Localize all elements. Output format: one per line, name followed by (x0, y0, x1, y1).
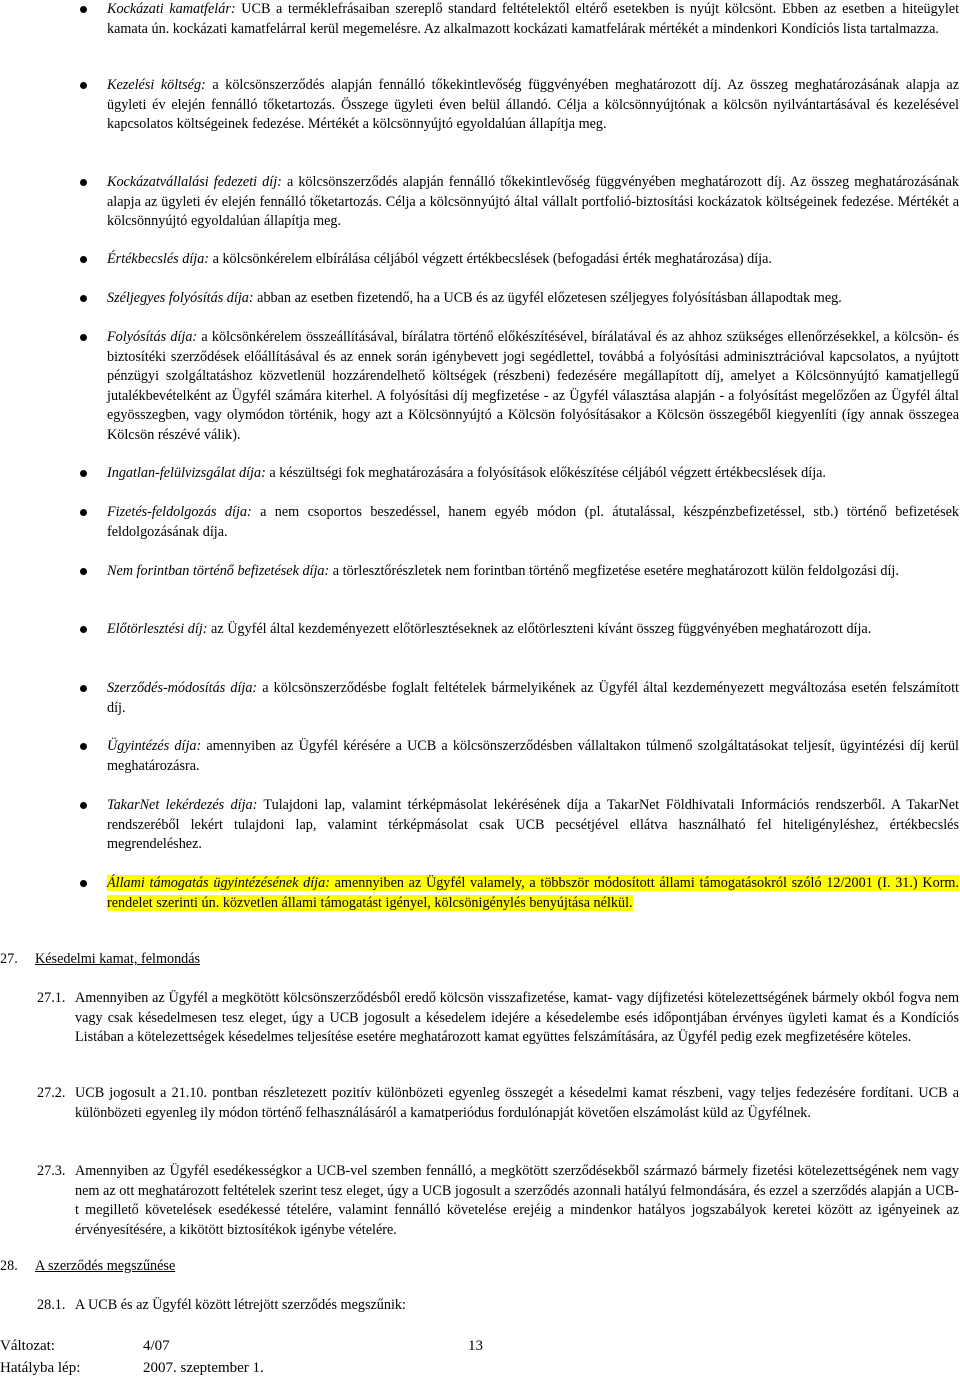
bullet-description: az Ügyfél által kezdeményezett előtörlesztéseknek az előtörleszteni kívánt összeg függvényében meghatározott díja. (207, 621, 872, 637)
bullet-term: Előtörlesztési díj: (107, 621, 208, 637)
bullet-dot (80, 179, 87, 186)
bullet-description: a kölcsönkérelem összeállításával, bírálatra történő előkészítésével, bírálatával és az ahhoz szükséges ellenőrzésekkel, a kölcsön- és biztosítéki szerződések előállításával és az ennek során igénybevett jogi segédlettel, továbbá a folyósítási adminisztrációval kapcsolatos, a nyújtott pénzügyi szolgáltatáshoz közvetlenül hozzárendelhető költségek (részbeni) fedezésére megállapított díj, amelyet a Kölcsönnyújtó kamatjellegű jutalékbevételként az Ügyfél számára kiterhel. A folyósítási díj megfizetése - az Ügyfél választása alapján - a folyósítást megelőzően az Ügyfél által egyösszegben, vagy olymódon történik, hogy azt a Kölcsönnyújtó a Kölcsön folyósításakor a Kölcsön összegéből kiegyenlíti (így annak összegea Kölcsön részévé válik). (107, 329, 959, 443)
bullet-dot (80, 295, 87, 302)
bullet-text (107, 328, 959, 446)
bullet-description: a kölcsönkérelem elbírálása céljából végzett értékbecslések (befogadási érték meghatározása) díja. (209, 251, 772, 267)
bullet-text (107, 562, 959, 582)
bullet-term: Kezelési költség: (107, 77, 206, 93)
bullet-item (0, 796, 960, 855)
bullet-item-highlighted (0, 874, 960, 913)
bullet-text (107, 503, 959, 542)
bullet-dot (80, 685, 87, 692)
bullet-item (0, 289, 960, 309)
numbered-paragraph (0, 1162, 960, 1240)
bullet-dot (80, 743, 87, 750)
highlighted-text (107, 875, 959, 911)
bullet-description: a készültségi fok meghatározására a folyósítások előkészítése céljából végzett értékbecslések díja. (265, 465, 826, 481)
section-title: A szerződés megszűnése (35, 1258, 176, 1274)
bullet-item (0, 250, 960, 270)
section-number: 28. (0, 1258, 18, 1274)
bullet-text (107, 289, 959, 309)
bullet-dot (80, 6, 87, 13)
bullet-description: Tulajdoni lap, valamint térképmásolat lekérésének díja a TakarNet Földhivatali Információs rendszerből. A TakarNet rendszeréből lekért tulajdoni lap, valamint térképmásolat csak UCB pecsétjével ellátva használható fel hiteligényléshez, értékbecslés megrendeléshez. (107, 797, 959, 853)
paragraph-number: 28.1. (37, 1297, 66, 1313)
effective-date-value: 2007. szeptember 1. (143, 1360, 264, 1376)
bullet-text (107, 76, 959, 135)
bullet-term: Kockázati kamatfelár: (107, 1, 236, 17)
bullet-text (107, 874, 959, 913)
bullet-item (0, 737, 960, 776)
paragraph-text: UCB jogosult a 21.10. pontban részletezett pozitív különbözeti egyenleg összegét a késedelmi kamat részbeni, vagy teljes fedezésére fordítani. UCB a különbözeti egyenleg ily módon történő felhasználásáról a kamatperiódus fordulónapját követően elszámolást küld az Ügyfélnek. (75, 1085, 959, 1121)
bullet-term: Szerződés-módosítás díja: (107, 680, 258, 696)
bullet-item (0, 620, 960, 640)
bullet-description: a kölcsönszerződésbe foglalt feltételek bármelyikének az Ügyfél által kezdeményezett megváltozása esetén felszámított díj. (107, 680, 959, 716)
bullet-text (107, 737, 959, 776)
bullet-description: a kölcsönszerződés alapján fennálló tőkekintlevőség függvényében meghatározott díj. Az összeg meghatározásának alapja az ügyleti év elején fennálló tőketartozás. Összege ügyleti éven belül állandó. Célja a kölcsönnyújtónak a kölcsön nyilvántartásával és kezelésével kapcsolatos költségeinek fedezése. Mértékét a kölcsönnyújtó egyoldalúan állapítja meg. (107, 77, 959, 133)
bullet-description: a nem csoportos beszedéssel, hanem egyéb módon (pl. átutalással, készpénzbefizetéssel, stb.) történő befizetések feldolgozásának díja. (107, 504, 959, 540)
page-number: 13 (468, 1338, 483, 1354)
version-label: Változat: (0, 1338, 55, 1354)
bullet-dot (80, 802, 87, 809)
bullet-term: Folyósítás díja: (107, 329, 198, 345)
section-number: 27. (0, 951, 18, 967)
bullet-term: Fizetés-feldolgozás díja: (107, 504, 252, 520)
paragraph-number: 27.1. (37, 990, 66, 1006)
numbered-paragraph (0, 1296, 960, 1316)
bullet-description: amennyiben az Ügyfél valamely, a többször módosított állami támogatásokról szóló 12/2001 (I. 31.) Korm. rendelet szerinti ún. közvetlen állami támogatást igényel, kölcsönigénylés benyújtása nélkül. (107, 875, 959, 911)
paragraph-text: Amennyiben az Ügyfél esedékességkor a UCB-vel szemben fennálló, a megkötött szerződésekből származó bármely fizetési kötelezettségének nem vagy nem az ott meghatározott feltételek szerint tesz eleget, úgy a UCB jogosult a szerződés azonnali hatályú felmondására, és ezzel a szerződés alapján a UCB-t megillető követelések esedékessé tételére, valamint fennálló követelése erejéig a mindenkor hatályos jogszabályok keretei között az igényeinek az érvényesítésére, a kikötött biztosítékok igénybe vételére. (75, 1163, 959, 1238)
bullet-dot (80, 82, 87, 89)
bullet-text (107, 796, 959, 855)
bullet-text (107, 464, 959, 484)
bullet-description: a törlesztőrészletek nem forintban történő megfizetése esetére meghatározott külön feldolgozási díj. (329, 563, 899, 579)
bullet-term: TakarNet lekérdezés díja: (107, 797, 258, 813)
bullet-term: Értékbecslés díja: (107, 251, 210, 267)
bullet-term: Kockázatvállalási fedezeti díj: (107, 174, 282, 190)
paragraph-text: Amennyiben az Ügyfél a megkötött kölcsönszerződésből eredő kölcsön visszafizetése, kamat- vagy díjfizetési kötelezettségének bármely okból fogva nem vagy csak késedelmesen tesz eleget, úgy a UCB jogosult a késedelem idejére a késedelembe esés időpontjában érvényes ügyleti kamat és a Kondíciós Listában a kötelezettségek késedelmes teljesítése esetére meghatározott kamat együttes felszámítására, az Ügyfél pedig ezek megfizetésére köteles. (75, 990, 959, 1046)
bullet-text (107, 679, 959, 718)
bullet-term: Nem forintban történő befizetések díja: (107, 563, 330, 579)
paragraph-number: 27.2. (37, 1085, 66, 1101)
bullet-dot (80, 334, 87, 341)
bullet-term: Széljegyes folyósítás díja: (107, 290, 254, 306)
bullet-text (107, 173, 959, 232)
bullet-description: amennyiben az Ügyfél kérésére a UCB a kölcsönszerződésben vállaltakon túlmenő szolgáltatásokat teljesít, ügyintézési díj kerül meghatározásra. (107, 738, 959, 774)
bullet-description: UCB a terméklefrásaiban szereplő standard feltételektől eltérő esetekben is nyújt kölcsönt. Ebben az esetben a hiteügylet kamata ún. kockázati kamatfelárral kerül megemelésre. Az alkalmazott kockázati kamatfelárak mértékét a mindenkori Kondíciós lista tartalmazza. (107, 1, 960, 37)
paragraph-text: A UCB és az Ügyfél között létrejött szerződés megszűnik: (75, 1297, 406, 1313)
bullet-text (107, 0, 959, 39)
bullet-item (0, 562, 960, 582)
bullet-text (107, 250, 959, 270)
bullet-dot (80, 470, 87, 477)
bullet-dot (80, 509, 87, 516)
bullet-item (0, 0, 960, 39)
section-title: Késedelmi kamat, felmondás (35, 951, 201, 967)
bullet-dot (80, 880, 87, 887)
bullet-dot (80, 256, 87, 263)
paragraph-number: 27.3. (37, 1163, 66, 1179)
version-value: 4/07 (143, 1338, 170, 1354)
bullet-item (0, 679, 960, 718)
bullet-description: abban az esetben fizetendő, ha a UCB és az ügyfél előzetesen széljegyes folyósításban állapodtak meg. (253, 290, 842, 306)
bullet-item (0, 328, 960, 446)
bullet-text (107, 620, 959, 640)
numbered-paragraph (0, 1084, 960, 1123)
bullet-item (0, 464, 960, 484)
bullet-dot (80, 568, 87, 575)
bullet-term: Ingatlan-felülvizsgálat díja: (107, 465, 266, 481)
bullet-item (0, 173, 960, 232)
bullet-description: a kölcsönszerződés alapján fennálló tőkekintlevőség függvényében meghatározott díj. Az összeg meghatározásának alapja az ügyleti év elején fennálló tőketartozás. Célja a kölcsönnyújtó által vállalt portfolió-biztosítási kockázatok költségeinek fedezése. Mértékét a kölcsönnyújtó egyoldalúan állapítja meg. (107, 174, 960, 230)
numbered-paragraph (0, 989, 960, 1048)
bullet-item (0, 503, 960, 542)
bullet-term: Állami támogatás ügyintézésének díja: (107, 875, 330, 891)
bullet-item (0, 76, 960, 135)
bullet-dot (80, 626, 87, 633)
bullet-term: Ügyintézés díja: (107, 738, 202, 754)
effective-date-label: Hatályba lép: (0, 1360, 81, 1376)
